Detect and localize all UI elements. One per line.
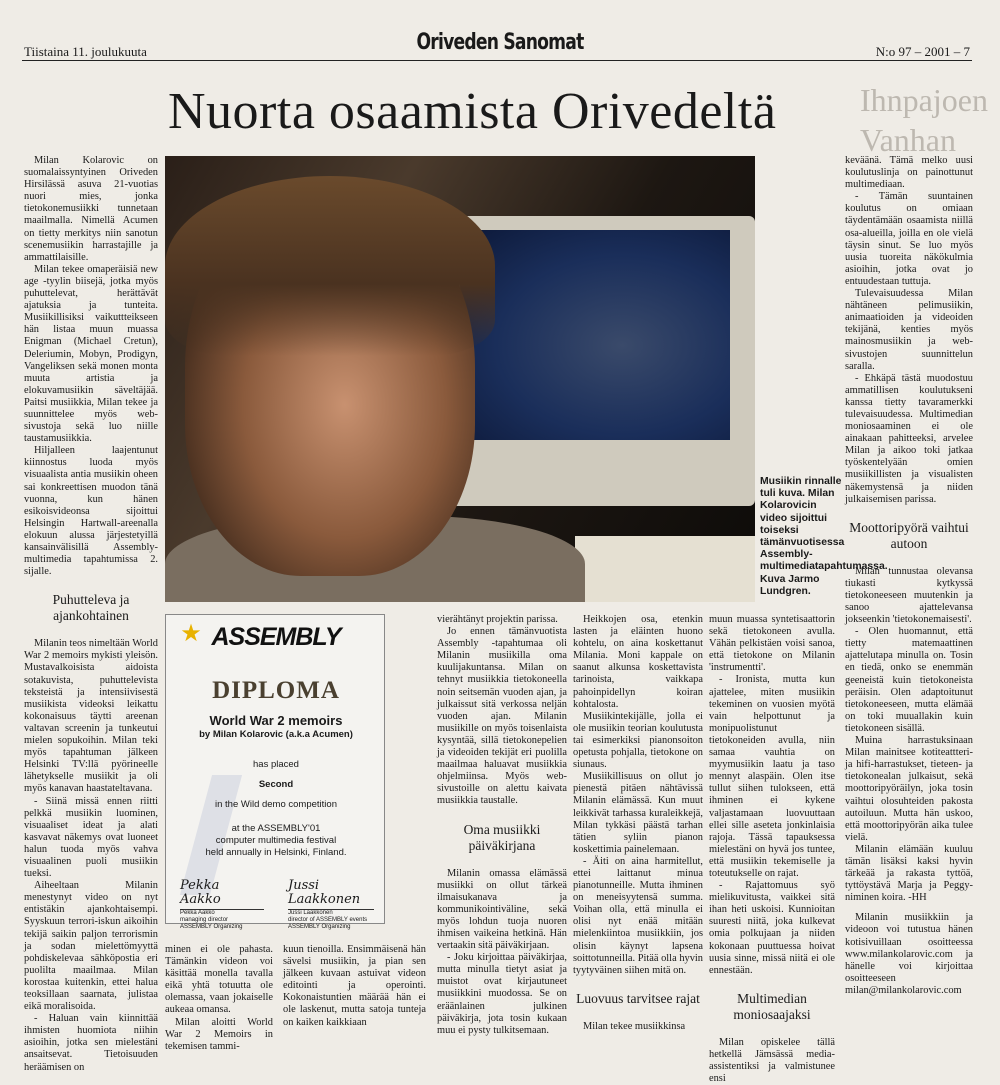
bleed-line-2: Vanhan — [860, 122, 956, 158]
paragraph: Milan tekee omaperäisiä new age -tyylin biisejä, jotka myös puhuttelevat, herättävät ajatuksia ja tunteita. Musiikillisiksi vaikuttteikseen hän listaa muun muassa Enigman (Michael Cretun), Deleriumin, Mobyn, Prodigyn, Vangeliksen sekä monen monta muuta artistia ja elokuvamusiikin säveltäjää. Paitsi musiikkia, Milan tekee ja suunnittelee myös web-sivustoja sekä luo niille taustamusiikkia. — [24, 263, 158, 445]
diploma-work-title: World War 2 memoirs — [209, 713, 343, 728]
paragraph: - Ehkäpä tästä muodostuu ammatillisen koulutukseni kanssa tietty tavaramerkki tulevaisuudessa. Multimedian moniosaaminen ei ole ainakaan pahitteeksi, arvelee Milan ja aikoo toki jatkaa työskentelyään omien musiikillisten ja visualisten näkemystensä ja niiden julkaisemisen parissa. — [845, 372, 973, 505]
photo-caption: Musiikin rinnalle tuli kuva. Milan Kolarovicin video sijoittui toiseksi tämänvuotisessa Assembly-multimediatapahtumassa. Kuva Jarmo Lundgren. — [760, 476, 888, 597]
column-3-bottom — [283, 944, 426, 1029]
bleed-line-1: Ihnpajoen — [860, 82, 988, 118]
paragraph: - Siinä missä ennen riitti pelkkä musiikin luominen, visuaaliset ideat ja alati kasvavat näkemys ovat luoneet halun tuoda myös vahva visuaalinen puoli musiikin tueksi. — [24, 795, 158, 880]
paragraph: Milanin elämään kuuluu tämän lisäksi kaksi hyvin tärkeää ja rakasta tyttöä, tyttöystävä Marja ja Peggy-niminen koira. -HH — [845, 843, 973, 904]
bleed-through-text — [860, 80, 1000, 160]
paragraph: muun muassa syntetisaattorin sekä tietokoneen avulla. Vähän pelkistäen voisi sanoa, että tietokone on Milanin 'instrumentti'. — [709, 614, 835, 674]
paragraph: - Ironista, mutta kun ajattelee, miten musiikin tekeminen on vuosien myötä vain helpottunut ja monipuolistunut tietokoneiden avulla, niin samaa vauhtia on myymusiikin laatu ja taso mennyt alaspäin. Olen itse tullut siihen tulokseen, että ihminen ei kykene valjastamaan luovuuttaan ellei sille aseteta jonkinlaisia rajoja. Tässä tapauksessa mielestäni on hyvä jos tuntee, että musiikin tekemiselle ja toteutukselle on rajat. — [709, 674, 835, 879]
column-2-bottom — [165, 944, 273, 1053]
paragraph: Hiljalleen laajentunut kiinnostus luoda myös visuaalista antia musiikin oheen sai konkreettisen muodon tänä vuonna, kun hänen esikoisvideonsa sijoittui Helsingin Hartwall-areenalla elokuun alussa järjestetyillä kansainvälisillä Assembly-multimedia tapahtumissa 2. sijalle. — [24, 445, 158, 578]
diploma-text: computer multimedia festival — [215, 835, 337, 846]
signature-role: ASSEMBLY Organizing — [180, 924, 243, 930]
paragraph: Milanin omassa elämässä musiikki on ollut tärkeä ilmaisukanava ja kommunikointiväline, sekä myös lohdun tuoja nuoren ihmisen vaikeina hetkinä. Hän vertaakin sitä päiväkirjaan. — [437, 867, 567, 952]
portrait-photo — [165, 156, 755, 602]
diploma-text: at the ASSEMBLY'01 — [231, 823, 321, 834]
issue-number: N:o 97 – 2001 – 7 — [875, 44, 970, 59]
subheading: Multimedian moniosaajaksi — [733, 990, 811, 1022]
star-icon: ★ — [180, 620, 202, 647]
hair — [165, 176, 495, 356]
monitor-screen — [460, 230, 730, 440]
signature-role: ASSEMBLY Organizing — [288, 924, 351, 930]
paragraph: - Joku kirjoittaa päiväkirjaa, mutta minulla tietyt asiat ja muistot ovat kirjautuneet musiikkini muodossa. Se on eräänlainen julkinen päiväkirja, jota tosin kukaan muu ei pysty tulkitsemaan. — [437, 952, 567, 1036]
paragraph: Aiheeltaan Milanin menestynyt video on nyt entistäkin ajankohtaisempi. Syyskuun terrori-iskun aikoihin tekijä saikin paljon terrorismin ja sodan mielettömyyttä pohdiskelevaa sähköpostia eri puolilta maailmaa. Milan korostaa kuitenkin, ettei halua teoksillaan saarnata, julistaa eikä moralisoida. — [24, 880, 158, 1013]
diploma-author: by Milan Kolarovic (a.k.a Acumen) — [199, 729, 353, 740]
paragraph: vierähtänyt projektin parissa. — [437, 614, 558, 625]
paragraph: Tulevaisuudessa Milan nähtäneen pelimusiikin, animaatioiden ja videoiden tekijänä, kenties myös mainosmusiikin ja web-sivustojen suunnittelun saralla. — [845, 288, 973, 372]
subheading: Luovuus tarvitsee rajat — [576, 990, 700, 1006]
diploma-text: held annually in Helsinki, Finland. — [205, 847, 347, 858]
signature-name: Pekka Aakko — [180, 909, 264, 917]
paragraph: Musiikintekijälle, jolla ei ole musiikin teorian koulutusta tai esimerkiksi pianonsoiton opetusta pohjalla, tietokone on siunaus. — [573, 710, 703, 771]
assembly-logo: ASSEMBLY — [211, 623, 341, 651]
paragraph: kuun tienoilla. Ensimmäisenä hän sävelsi musiikin, ja pian sen jälkeen kuvaan astuivat videon editointi ja operointi. Kokonaistuntien määrää hän ei ole laskenut, mutta satoja tunteja on kaiken kaikkiaan — [283, 944, 426, 1028]
paragraph: Muina harrastuksinaan Milan mainitsee kotiteattteri- ja hifi-harrastukset, tieteen- ja tietokonealan julkaisut, sekä moottoripyöräilyn, joka tosin vaihtui olosuhteiden pakosta autoiluun. Mutta hän uskoo, että moottoripyörän aika tulee vielä. — [845, 735, 973, 843]
paragraph: Milan tekee musiikkinsa — [583, 1020, 686, 1032]
paragraph: - Haluan vain kiinnittää ihmisten huomiota niihin asioihin, jotka sen mielestäni ansaitsevat. Tietoisuuden heräämisen on — [24, 1013, 158, 1073]
paragraph: - Tämän suuntainen koulutus on omiaan täydentämään osaamista niillä osa-alueilla, joilla en ole vielä täysin sinut. Se luo myös uusia tuoreita näkökulmia asioihin, jotka ovat jo entuudestaan tuttuja. — [845, 191, 973, 287]
paragraph: Milanin teos nimeltään World War 2 memoirs mykisti yleisön. Mustavalkoisista aidoista sotakuvista, puhuttelevista teksteistä ja intensiivisestä musiikista videoksi leikattu kokonaisuus täytti areenan valtavan screenin ja tunkeutui mielen sopukoihin. Milan teki myös tapahtuman jälkeen Helsinki TV:llä pyörineelle lähetykselle musiikit ja oli myös kanavan haastateltavana. — [24, 638, 158, 795]
paragraph: Heikkojen osa, etenkin lasten ja eläinten huono kohtelu, on aina koskettanut Milania. Moni kappale on saanut alkunsa koskettavista tarinoista, vaikkapa pahoinpidellyn koiran kohtalosta. — [573, 614, 703, 710]
column-6 — [709, 614, 835, 1085]
paragraph: Milan Kolarovic on suomalaissyntyinen Oriveden Hirsilässä asuva 21-vuotias nuori mies, jonka tietokonemusiikki tunnetaan maailmalla. Nimellä Acumen on tietty merkitys niin sanotun scenemusiikin harrastajille ja ammattilaisille. — [24, 155, 158, 263]
paragraph: Milan opiskelee tällä hetkellä Jämsässä media-assistentiksi ja valmistunee ensi — [709, 1036, 835, 1085]
paragraph: Milan aloitti World War 2 Memoirs in tekemisen tammi- — [165, 1016, 273, 1052]
column-5 — [573, 614, 703, 1033]
diploma-text: in the Wild demo competition — [215, 799, 337, 810]
paragraph: Jo ennen tämänvuotista Assembly -tapahtumaa oli Milanin musiikilla oma kuulijakuntansa. Milan on tehnyt musiikkia tietokoneella noin seitsemän vuoden ajan, ja julkaissut sitä verkossa neljän vuoden ajan. Milanin musiikille on myös toisenlaista kysyntää, sillä tietokonepelien ja videoiden tekijät eri puolilla maailmaa haluavat musiikkia ohjelmiinsa. Myös web-sivustoille on alettu kaivata musiikkia taustalle. — [437, 626, 567, 807]
issue-date: Tiistaina 11. joulukuuta — [24, 44, 147, 59]
diploma-place: Second — [258, 779, 294, 790]
subheading: Oma musiikki päiväkirjana — [463, 821, 541, 853]
subheading: Moottoripyörä vaihtui autoon — [849, 519, 969, 551]
signature-2 — [288, 879, 374, 931]
signature-name: Jussi Laakkonen — [288, 909, 374, 917]
masthead: Oriveden Sanomat — [416, 30, 584, 55]
paragraph: - Olen huomannut, että tietty matemaattinen ajattelutapa minulla on. Tosin en tiedä, onko se enemmän geeneistä kuin tietokoneista peräisin. Olen adaptoitunut tietokoneeseen, mutta elämää on toki muuallakin kuin tietokoneen sisällä. — [845, 626, 973, 734]
signature-role: director of ASSEMBLY events — [288, 917, 368, 923]
paragraph: Musiikillisuus on ollut jo pienestä pitäen nähtävissä Milanin elämässä. Kun muut leikkivät tarhassa kuraleikkejä, Milan tykkäsi päästä tarhan tätien syliin pianon koskettimia painelemaan. — [573, 771, 703, 855]
paragraph: Milanin musiikkiin ja videoon voi tutustua hänen kotisivuillaan osoitteessa www.milankolarovic.com ja hänelle voi kirjoittaa osoitteeseen milan@milankolarovic.com — [845, 912, 973, 996]
keyboard — [575, 536, 755, 602]
column-7 — [845, 155, 973, 997]
diploma-title: DIPLOMA — [212, 677, 340, 704]
signature-scribble: Jussi Laakkonen — [288, 878, 361, 907]
paragraph: minen ei ole pahasta. Tämänkin videon voi käsittää monella tavalla eikä yhtä totuutta ole olemassa, vaan jokaiselle aukeaa omansa. — [165, 944, 273, 1016]
paragraph: Milan tunnustaa olevansa tiukasti kytkyssä tietokoneeseen muutenkin ja sanoo ajattelevansa jokseenkin 'tietokonemaisesti'. — [845, 565, 973, 626]
signature-role: managing director — [180, 917, 229, 923]
paragraph: - Äiti on aina harmitellut, ettei laittanut minua pianotunneille. Mutta ihminen on meneisyytensä summa. Voihan olla, että minulla ei olisi nyt enää mitään mielenkiintoa musiikkiin, jos olisin käynyt lapsena soittotunneilla. Pitää olla hyvin tyytyväinen siihen mitä on. — [573, 855, 703, 976]
header-rule — [22, 60, 972, 61]
subheading: Puhutteleva ja ajankohtainen — [52, 592, 130, 624]
column-1 — [24, 155, 158, 1074]
headline: Nuorta osaamista Orivedeltä — [168, 83, 777, 140]
column-4 — [437, 614, 567, 1037]
paragraph: - Rajattomuus syö mielikuvitusta, vaikkei sitä ihan heti uskoisi. Kunnioitan suuresti niitä, joka kulkevat omia polkujaan ja niiden kokonaan puuttuessa hoivat uusia sinne, missä niitä ei ole ennestään. — [709, 880, 835, 976]
signature-scribble: Pekka Aakko — [180, 878, 221, 907]
signature-1 — [180, 879, 264, 931]
paragraph: keväänä. Tämä melko uusi koulutuslinja on painottunut multimediaan. — [845, 155, 973, 191]
diploma-text: has placed — [253, 759, 299, 770]
diploma-image — [165, 614, 385, 930]
